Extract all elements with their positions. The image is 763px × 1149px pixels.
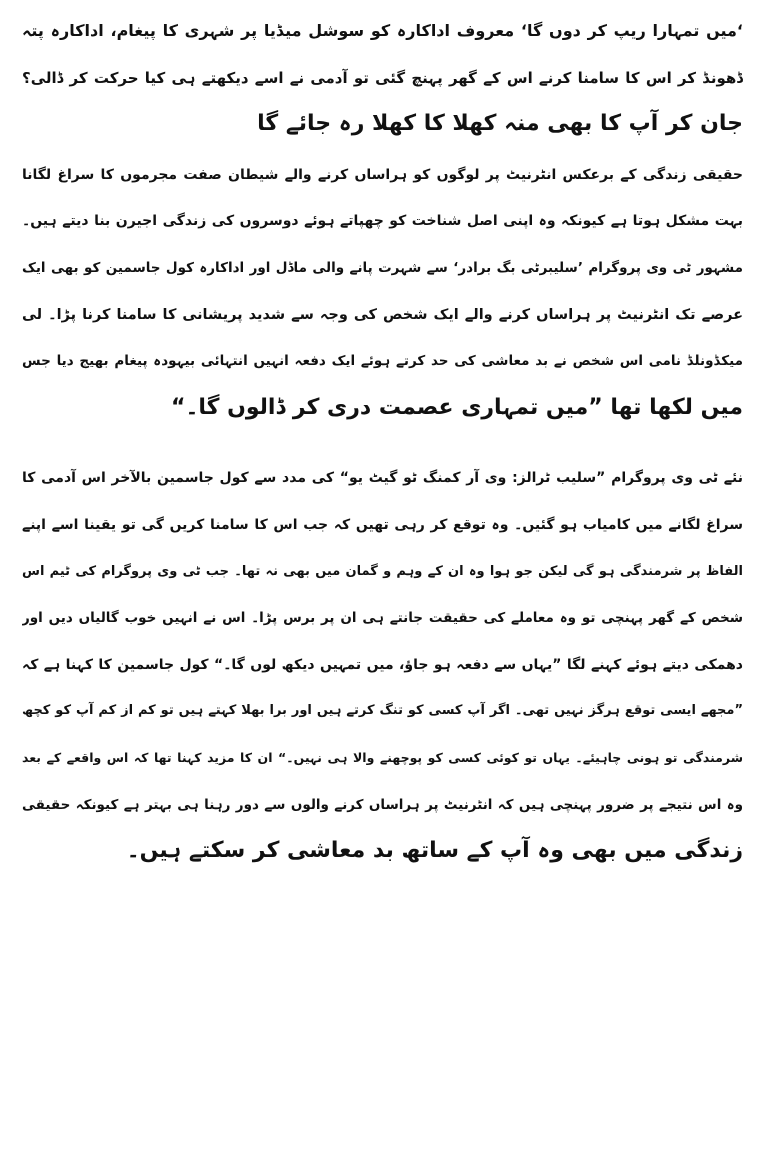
paragraph-line: شخص کے گھر پہنچی تو وہ معاملے کی حقیقت جانتے ہی ان پر برس پڑا۔ اس نے انہیں خوب گالیاں دیں اور — [22, 610, 743, 627]
headline-line: ‘میں تمہارا ریپ کر دوں گا‘ معروف اداکارہ کو سوشل میڈیا پر شہری کا پیغام، اداکارہ پتہ — [22, 21, 743, 40]
paragraph-line: وہ اس نتیجے پر ضرور پہنچی ہیں کہ انٹرنیٹ پر ہراساں کرنے والوں سے دور رہنا ہی بہتر ہے کیونکہ حقیقی — [22, 796, 743, 813]
paragraph-line: میکڈونلڈ نامی اس شخص نے بد معاشی کی حد کرتے ہوئے ایک دفعہ انہیں انتہائی بیہودہ پیغام بھیج دیا جس — [22, 353, 743, 370]
paragraph-spacer — [22, 431, 743, 455]
article-paragraph-1 — [22, 152, 743, 432]
paragraph-line: حقیقی زندگی کے برعکس انٹرنیٹ پر لوگوں کو ہراساں کرنے والے شیطان صفت مجرموں کا سراغ لگانا — [22, 166, 743, 183]
paragraph-line: بہت مشکل ہوتا ہے کیونکہ وہ اپنی اصل شناخت کو چھپاتے ہوئے دوسروں کی زندگی اجیرن بنا دیتے ہیں۔ — [22, 213, 743, 230]
paragraph-line: سراغ لگانے میں کامیاب ہو گئیں۔ وہ توقع کر رہی تھیں کہ جب اس کا سامنا کریں گی تو یقینا اسے اپنے — [22, 516, 743, 533]
paragraph-line: عرصے تک انٹرنیٹ پر ہراساں کرنے والے ایک شخص کی وجہ سے شدید پریشانی کا سامنا کرنا پڑا۔ لی — [22, 306, 743, 323]
headline-line: جان کر آپ کا بھی منہ کھلا کا کھلا رہ جائے گا — [257, 111, 743, 137]
paragraph-line: میں لکھا تھا ”میں تمہاری عصمت دری کر ڈالوں گا۔“ — [171, 394, 743, 420]
headline-line: ڈھونڈ کر اس کا سامنا کرنے اس کے گھر پہنچ گئی تو آدمی نے اسے دیکھتے ہی کیا حرکت کر ڈالی؟ — [22, 68, 743, 87]
paragraph-line: ”مجھے ایسی توقع ہرگز نہیں تھی۔ اگر آپ کسی کو تنگ کرتے ہیں اور برا بھلا کہتے ہیں تو کم از کم آپ کو کچھ — [22, 703, 743, 719]
paragraph-line: دھمکی دیتے ہوئے کہنے لگا ”یہاں سے دفعہ ہو جاؤ، میں تمہیں دیکھ لوں گا۔“ کول جاسمین کا کہنا ہے کہ — [22, 656, 743, 673]
paragraph-line: زندگی میں بھی وہ آپ کے ساتھ بد معاشی کر سکتے ہیں۔ — [126, 838, 743, 864]
paragraph-line: شرمندگی تو ہونی چاہیئے۔ یہاں تو کوئی کسی کو پوچھنے والا ہی نہیں۔“ ان کا مزید کہنا تھا کہ اس واقعے کے بعد — [22, 749, 743, 765]
article-headline — [22, 0, 743, 148]
paragraph-line: مشہور ٹی وی پروگرام ’سلیبرٹی بگ برادر‘ سے شہرت پانے والی ماڈل اور اداکارہ کول جاسمین کو بھی ایک — [22, 259, 743, 276]
paragraph-line: الفاظ پر شرمندگی ہو گی لیکن جو ہوا وہ ان کے وہم و گمان میں بھی نہ تھا۔ جب ٹی وی پروگرام کی ٹیم اس — [22, 563, 743, 579]
article-paragraph-2 — [22, 455, 743, 874]
paragraph-line: نئے ٹی وی پروگرام ”سلیب ٹرالز: وی آر کمنگ ٹو گیٹ یو“ کی مدد سے کول جاسمین بالآخر اس آدمی کا — [22, 470, 743, 487]
